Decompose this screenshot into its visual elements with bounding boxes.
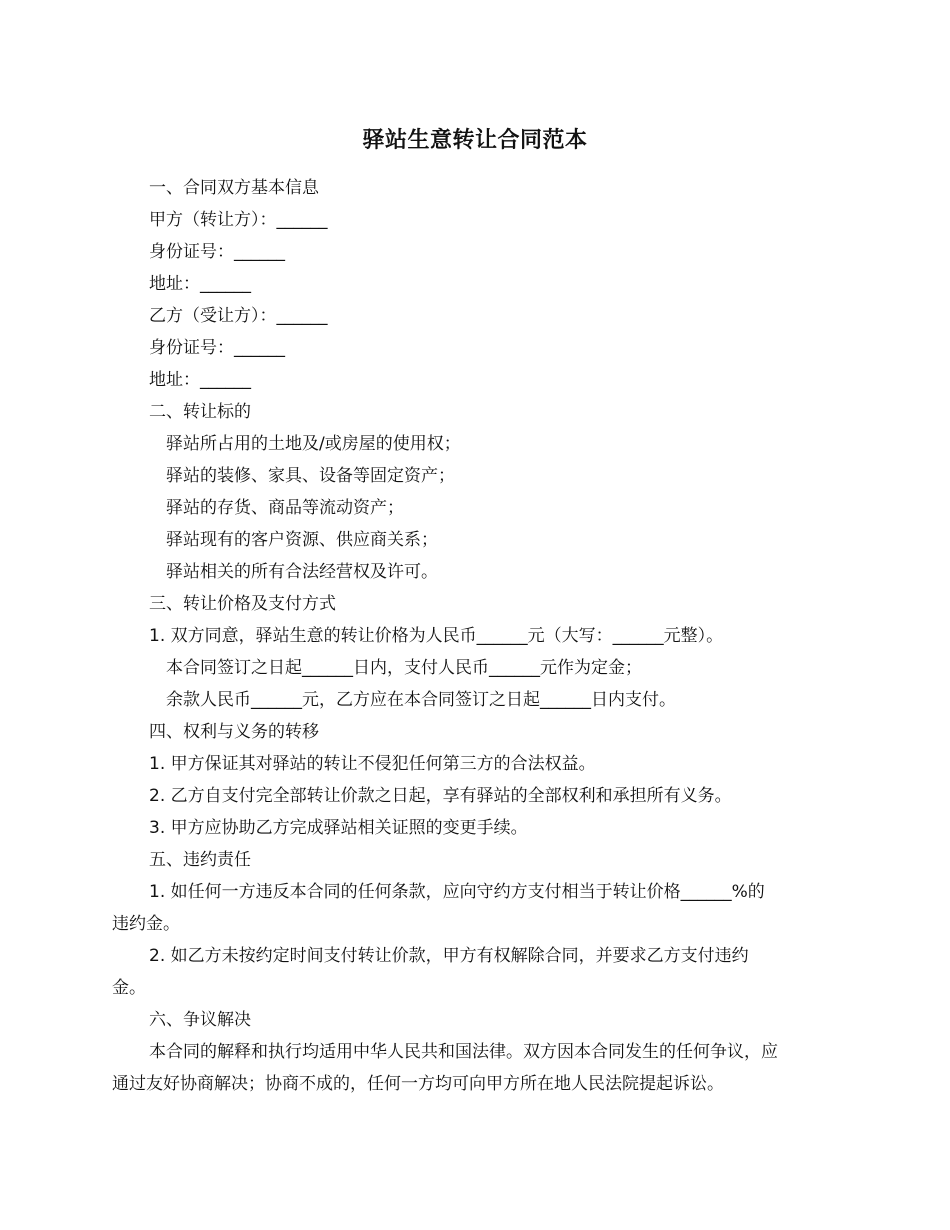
breach-clause-2: 2. 如乙方未按约定时间支付转让价款，甲方有权解除合同，并要求乙方支付违约 bbox=[149, 946, 749, 966]
subject-item: 驿站相关的所有合法经营权及许可。 bbox=[166, 562, 438, 582]
party-a-address: 地址：______ bbox=[149, 274, 251, 294]
rights-clause: 2. 乙方自支付完全部转让价款之日起，享有驿站的全部权利和承担所有义务。 bbox=[149, 786, 732, 806]
breach-clause-1-cont: 违约金。 bbox=[112, 914, 180, 934]
rights-clause: 1. 甲方保证其对驿站的转让不侵犯任何第三方的合法权益。 bbox=[149, 754, 596, 774]
party-a-name: 甲方（转让方）：______ bbox=[149, 210, 328, 230]
party-b-id: 身份证号：______ bbox=[149, 338, 285, 358]
breach-clause-1: 1. 如任何一方违反本合同的任何条款，应向守约方支付相当于转让价格______%的 bbox=[149, 882, 765, 902]
section-heading-parties: 一、合同双方基本信息 bbox=[149, 178, 319, 198]
dispute-clause-cont: 通过友好协商解决；协商不成的，任何一方均可向甲方所在地人民法院提起诉讼。 bbox=[112, 1074, 724, 1094]
breach-clause-2-cont: 金。 bbox=[112, 978, 146, 998]
section-heading-price: 三、转让价格及支付方式 bbox=[149, 594, 336, 614]
subject-item: 驿站的存货、商品等流动资产； bbox=[166, 498, 404, 518]
rights-clause: 3. 甲方应协助乙方完成驿站相关证照的变更手续。 bbox=[149, 818, 528, 838]
balance-clause: 余款人民币______元，乙方应在本合同签订之日起______日内支付。 bbox=[166, 690, 676, 710]
party-b-address: 地址：______ bbox=[149, 370, 251, 390]
party-b-name: 乙方（受让方）：______ bbox=[149, 306, 328, 326]
section-heading-dispute: 六、争议解决 bbox=[149, 1010, 251, 1030]
subject-item: 驿站所占用的土地及/或房屋的使用权； bbox=[166, 434, 461, 454]
document-title: 驿站生意转让合同范本 bbox=[362, 128, 588, 153]
subject-item: 驿站现有的客户资源、供应商关系； bbox=[166, 530, 438, 550]
party-a-id: 身份证号：______ bbox=[149, 242, 285, 262]
dispute-clause: 本合同的解释和执行均适用中华人民共和国法律。双方因本合同发生的任何争议，应 bbox=[149, 1042, 778, 1062]
deposit-clause: 本合同签订之日起______日内，支付人民币______元作为定金； bbox=[166, 658, 642, 678]
section-heading-rights: 四、权利与义务的转移 bbox=[149, 722, 319, 742]
section-heading-subject: 二、转让标的 bbox=[149, 402, 251, 422]
price-clause: 1. 双方同意，驿站生意的转让价格为人民币______元（大写：______元整）。 bbox=[149, 626, 724, 646]
section-heading-breach: 五、违约责任 bbox=[149, 850, 251, 870]
subject-item: 驿站的装修、家具、设备等固定资产； bbox=[166, 466, 455, 486]
